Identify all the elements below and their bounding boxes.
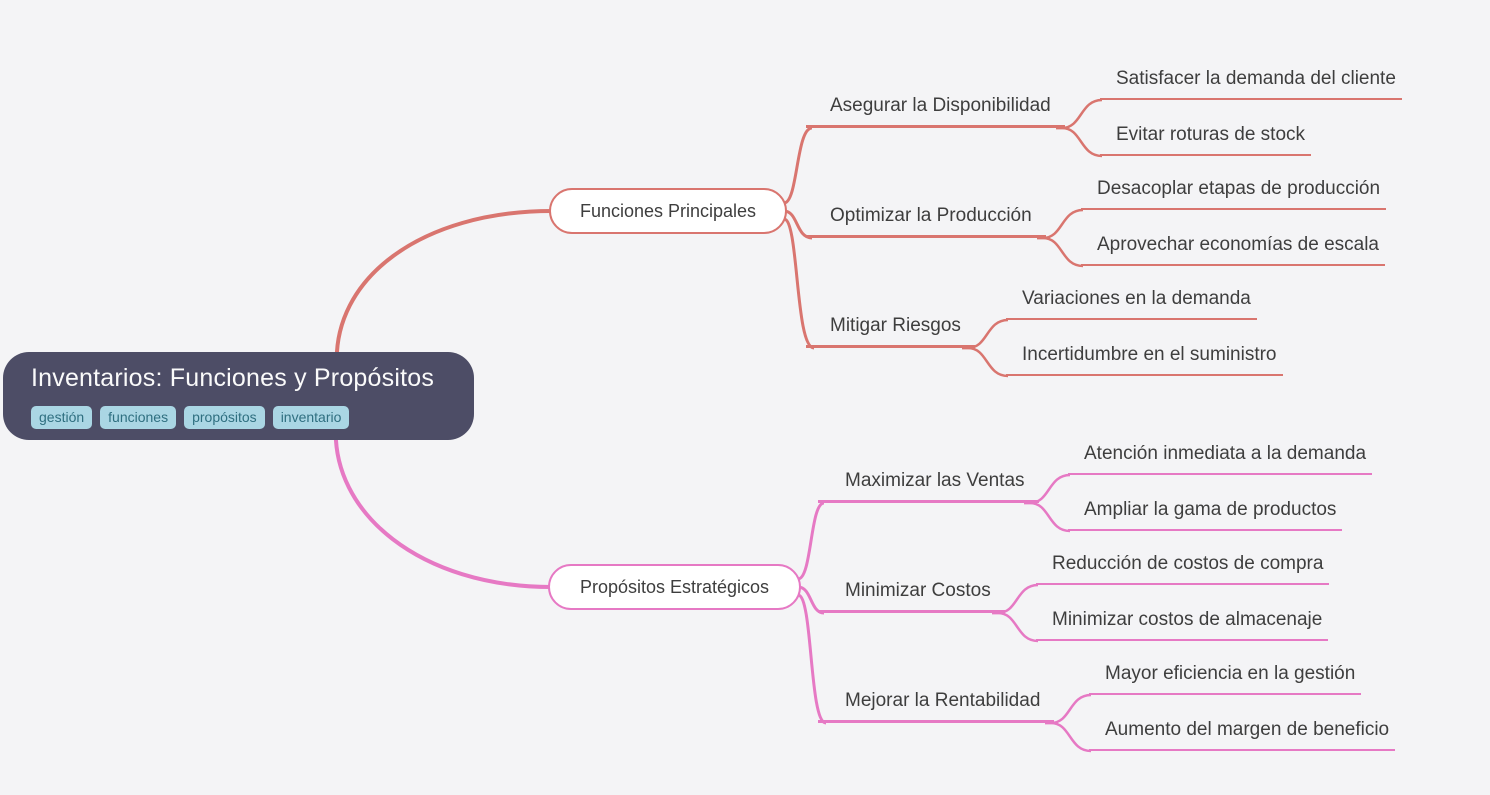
root-tags — [31, 406, 474, 429]
node-mitigar-riesgos[interactable]: Mitigar Riesgos — [806, 314, 975, 348]
link-root-funciones — [337, 211, 552, 368]
tag-gestion: gestión — [31, 406, 92, 429]
link-root-propositos — [336, 424, 551, 587]
root-node[interactable] — [3, 352, 474, 440]
node-optimizar-produccion[interactable]: Optimizar la Producción — [806, 204, 1046, 238]
leaf-mayor-eficiencia[interactable]: Mayor eficiencia en la gestión — [1089, 662, 1361, 695]
leaf-evitar-roturas[interactable]: Evitar roturas de stock — [1100, 123, 1311, 156]
tag-inventario: inventario — [273, 406, 350, 429]
branch-node-propositos-estrategicos[interactable]: Propósitos Estratégicos — [548, 564, 801, 610]
leaf-desacoplar-etapas[interactable]: Desacoplar etapas de producción — [1081, 177, 1386, 210]
link-maximizar-ampliar — [1024, 503, 1070, 531]
leaf-satisfacer-demanda[interactable]: Satisfacer la demanda del cliente — [1100, 67, 1402, 100]
link-mejorar-aumento — [1045, 723, 1091, 751]
tag-propositos: propósitos — [184, 406, 265, 429]
link-minimizar-almacenaje — [992, 613, 1038, 641]
node-minimizar-costos[interactable]: Minimizar Costos — [818, 579, 1005, 613]
leaf-atencion-inmediata[interactable]: Atención inmediata a la demanda — [1068, 442, 1372, 475]
link-optimizar-aprovechar — [1037, 238, 1083, 266]
leaf-incertidumbre-suministro[interactable]: Incertidumbre en el suministro — [1006, 343, 1283, 376]
root-title: Inventarios: Funciones y Propósitos — [31, 364, 435, 392]
tag-funciones: funciones — [100, 406, 176, 429]
link-funciones-asegurar — [784, 128, 812, 203]
leaf-reduccion-costos-compra[interactable]: Reducción de costos de compra — [1036, 552, 1329, 585]
leaf-variaciones-demanda[interactable]: Variaciones en la demanda — [1006, 287, 1257, 320]
link-mitigar-incertidumbre — [962, 348, 1008, 376]
leaf-ampliar-gama[interactable]: Ampliar la gama de productos — [1068, 498, 1342, 531]
node-mejorar-rentabilidad[interactable]: Mejorar la Rentabilidad — [818, 689, 1054, 723]
leaf-aumento-margen[interactable]: Aumento del margen de beneficio — [1089, 718, 1395, 751]
leaf-aprovechar-economias[interactable]: Aprovechar economías de escala — [1081, 233, 1385, 266]
branch-node-funciones-principales[interactable]: Funciones Principales — [549, 188, 787, 234]
link-propositos-maximizar — [798, 503, 824, 579]
node-maximizar-ventas[interactable]: Maximizar las Ventas — [818, 469, 1039, 503]
link-asegurar-evitar — [1056, 128, 1102, 156]
node-asegurar-disponibilidad[interactable]: Asegurar la Disponibilidad — [806, 94, 1065, 128]
leaf-minimizar-costos-almacenaje[interactable]: Minimizar costos de almacenaje — [1036, 608, 1328, 641]
